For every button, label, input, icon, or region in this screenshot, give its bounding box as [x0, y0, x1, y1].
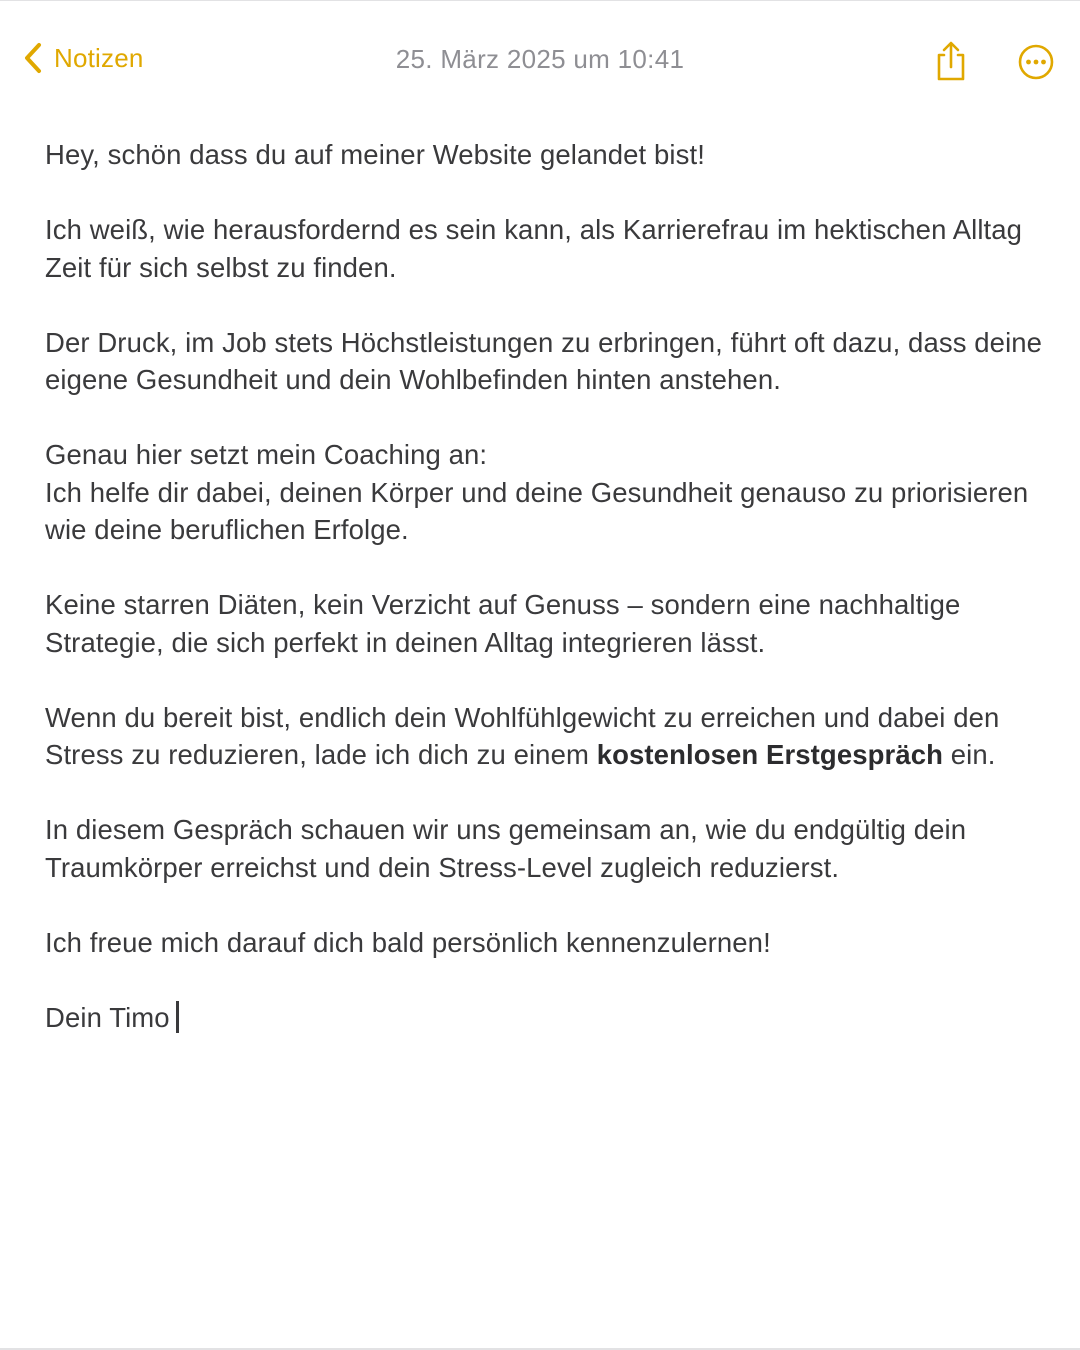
note-signature: Dein Timo — [45, 1001, 170, 1033]
note-paragraph: Keine starren Diäten, kein Verzicht auf Genuss – sondern eine nachhaltige Strategie, die sich perfekt in deinen Alltag integrieren lässt. — [45, 589, 961, 658]
ellipsis-circle-icon — [1016, 69, 1056, 86]
note-date-title: 25. März 2025 um 10:41 — [395, 44, 685, 74]
share-button[interactable] — [930, 40, 972, 82]
note-paragraph: Ich weiß, wie herausfordernd es sein kann, als Karrierefrau im hektischen Alltag Zeit für sich selbst zu finden. — [45, 214, 1023, 283]
note-text: Wenn du bereit bist, endlich dein Wohlfühlgewicht zu erreichen und dabei den Stress zu reduzieren, lade ich dich zu einem — [45, 701, 1000, 770]
note-paragraph: In diesem Gespräch schauen wir uns gemeinsam an, wie du endgültig dein Traumkörper erreichst und dein Stress-Level zugleich reduzierst. — [45, 814, 967, 883]
more-options-button[interactable] — [1016, 42, 1056, 82]
back-button-label: Notizen — [54, 42, 144, 73]
navigation-bar — [0, 0, 1080, 110]
note-paragraph-cta — [45, 699, 1055, 774]
note-text: ein. — [943, 739, 996, 770]
note-signature-line — [45, 999, 1055, 1037]
text-cursor — [176, 1001, 179, 1033]
note-paragraph: Hey, schön dass du auf meiner Website gelandet bist! — [45, 139, 705, 170]
share-icon — [930, 69, 972, 86]
note-text-editor[interactable] — [45, 136, 1055, 1036]
note-bold-text: kostenlosen Erstgespräch — [596, 739, 944, 770]
note-paragraph: Genau hier setzt mein Coaching an: — [45, 439, 488, 470]
note-paragraph: Der Druck, im Job stets Höchstleistungen zu erbringen, führt oft dazu, dass deine eigene Gesundheit und dein Wohlbefinden hinten anstehen. — [45, 326, 1043, 395]
note-paragraph: Ich helfe dir dabei, deinen Körper und deine Gesundheit genauso zu priorisieren wie deine beruflichen Erfolge. — [45, 476, 1029, 545]
note-paragraph: Ich freue mich darauf dich bald persönlich kennenzulernen! — [45, 926, 771, 958]
